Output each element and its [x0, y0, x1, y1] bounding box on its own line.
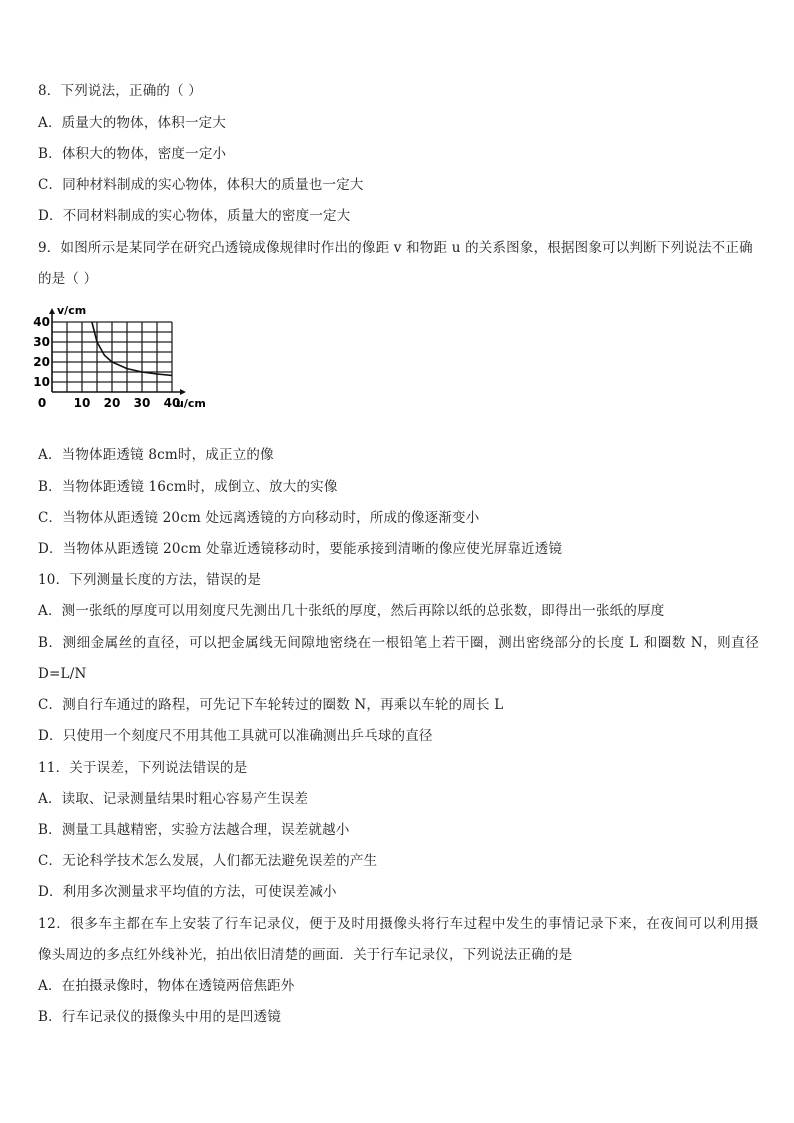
- q9-option-b: B．当物体距透镜 16cm时，成倒立、放大的实像: [38, 479, 338, 495]
- x-tick-label: 30: [133, 396, 151, 410]
- x-axis-arrow-icon: [180, 389, 186, 395]
- q11-stem: 11．关于误差，下列说法错误的是: [38, 760, 248, 776]
- q10-stem: 10．下列测量长度的方法，错误的是: [38, 572, 262, 588]
- y-tick-label: 30: [33, 335, 50, 349]
- q9-option-c: C．当物体从距透镜 20cm 处远离透镜的方向移动时，所成的像逐渐变小: [38, 510, 480, 526]
- x-tick-label: 20: [103, 396, 121, 410]
- q9-stem-line1: 9．如图所示是某同学在研究凸透镜成像规律时作出的像距 v 和物距 u 的关系图象，根据图象可以判断下列说法不正确: [38, 240, 753, 256]
- y-tick-label: 10: [33, 375, 50, 389]
- q11-option-c: C．无论科学技术怎么发展，人们都无法避免误差的产生: [38, 853, 378, 869]
- q8-option-a: A．质量大的物体，体积一定大: [38, 115, 227, 131]
- image-distance-vs-object-distance-chart: [33, 300, 208, 430]
- q10-option-d: D．只使用一个刻度尺不用其他工具就可以准确测出乒乓球的直径: [38, 728, 433, 744]
- q8-option-c: C．同种材料制成的实心物体，体积大的质量也一定大: [38, 177, 364, 193]
- y-tick-label: 40: [33, 315, 50, 329]
- q10-option-a: A．测一张纸的厚度可以用刻度尺先测出几十张纸的厚度，然后再除以纸的总张数，即得出一张纸的厚度: [38, 603, 665, 619]
- x-tick-label: 10: [73, 396, 91, 410]
- q9-option-d: D．当物体从距透镜 20cm 处靠近透镜移动时，要能承接到清晰的像应使光屏靠近透镜: [38, 541, 563, 557]
- q10-option-b-line2: D=L/N: [38, 666, 87, 682]
- y-axis-label: v/cm: [57, 304, 87, 317]
- q8-option-b: B．体积大的物体，密度一定小: [38, 146, 227, 162]
- q10-option-b-line1: B．测细金属丝的直径，可以把金属线无间隙地密绕在一根铅笔上若干圈，测出密绕部分的长度 L 和圈数 N，则直径: [38, 635, 760, 651]
- q12-stem-line1: 12．很多车主都在车上安装了行车记录仪，便于及时用摄像头将行车过程中发生的事情记录下来，在夜间可以利用摄: [38, 916, 759, 932]
- q9-stem-line2: 的是（ ）: [38, 271, 98, 287]
- series-curve: [92, 322, 172, 375]
- q12-option-b: B．行车记录仪的摄像头中用的是凹透镜: [38, 1009, 282, 1025]
- q12-stem-line2: 像头周边的多点红外线补光，拍出依旧清楚的画面．关于行车记录仪，下列说法正确的是: [38, 947, 573, 963]
- q12-option-a: A．在拍摄录像时，物体在透镜两倍焦距外: [38, 978, 295, 994]
- y-tick-label: 20: [33, 355, 50, 369]
- q10-option-c: C．测自行车通过的路程，可先记下车轮转过的圈数 N，再乘以车轮的周长 L: [38, 697, 504, 713]
- q8-stem: 8．下列说法，正确的（ ）: [38, 83, 202, 99]
- q8-option-d: D．不同材料制成的实心物体，质量大的密度一定大: [38, 208, 351, 224]
- x-tick-label: 0: [37, 396, 47, 410]
- y-axis-arrow-icon: [49, 308, 55, 314]
- q11-option-b: B．测量工具越精密，实验方法越合理，误差就越小: [38, 822, 350, 838]
- x-tick-label: 40: [163, 396, 181, 410]
- q9-option-a: A．当物体距透镜 8cm时，成正立的像: [38, 447, 274, 463]
- q11-option-a: A．读取、记录测量结果时粗心容易产生误差: [38, 791, 309, 807]
- x-axis-label: u/cm: [176, 397, 206, 410]
- q11-option-d: D．利用多次测量求平均值的方法，可使误差减小: [38, 884, 337, 900]
